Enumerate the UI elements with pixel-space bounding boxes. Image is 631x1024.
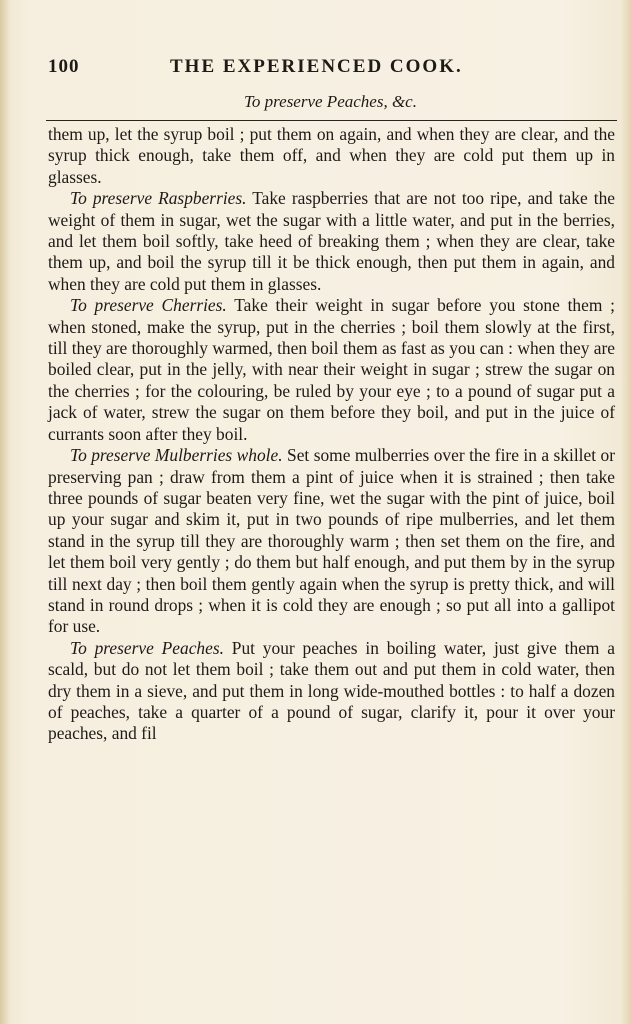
- paragraph-text: them up, let the syrup boil ; put them on again, and when they are clear, and the syrup thick enough, take them off, and when they are cold put them up in glasses.: [48, 124, 615, 187]
- book-title: THE EXPERIENCED COOK.: [170, 56, 463, 77]
- page-number: 100: [48, 56, 80, 77]
- recipe-heading: To preserve Raspberries.: [70, 188, 247, 209]
- recipe-text: Take raspberries that are not too ripe, and take the weight of them in sugar, wet the sugar with a little water, and put in the berries, and let them boil softly, take heed of breaking them ; when they are clear, take them up, and boil the syrup till it be thick enough, then put them in again, and when they are cold put them in glasses.: [48, 188, 615, 294]
- header-rule: [46, 120, 617, 121]
- recipe-heading: To preserve Cherries.: [70, 295, 227, 316]
- recipe-mulberries: [48, 445, 615, 638]
- running-head: [48, 56, 588, 80]
- paragraph-continuation: [48, 124, 615, 188]
- recipe-heading: To preserve Mulberries whole.: [70, 445, 283, 466]
- recipe-cherries: [48, 295, 615, 445]
- page-binding-edge: [0, 0, 10, 1024]
- recipe-heading: To preserve Peaches.: [70, 637, 224, 658]
- recipe-text: Put your peaches in boiling water, just give them a scald, but do not let them boil ; take them out and put them in cold water, then dry them in a sieve, and put them in long wide-mouthed bottles : to half a dozen of peaches, take a quarter of a pound of sugar, clarify it, pour it over your peaches, and fil: [48, 637, 615, 744]
- recipe-peaches: [48, 638, 615, 745]
- page-right-edge: [621, 0, 631, 1024]
- recipe-text: Take their weight in sugar before you stone them ; when stoned, make the syrup, put in the cherries ; boil them slowly at the first, till they are thoroughly warmed, then boil them as fast as you can : when they are boiled clear, put in the jelly, with near their weight in sugar ; strew the sugar on the cherries ; for the colouring, be ruled by your eye ; to a pound of sugar put a jack of water, strew the sugar on them before they boil, and put in the juice of currants soon after they boil.: [48, 295, 615, 444]
- section-subhead: To preserve Peaches, &c.: [244, 92, 417, 111]
- body-text: [48, 124, 615, 745]
- recipe-raspberries: [48, 188, 615, 295]
- recipe-text: Set some mulberries over the fire in a skillet or preserving pan ; draw from them a pint of juice when it is strained ; then take three pounds of sugar beaten very fine, wet the sugar with the pint of juice, boil up your sugar and skim it, put in two pounds of ripe mulberries, and let them stand in the syrup till they are thoroughly warm ; then set them on the fire, and let them boil very gently ; do them but half enough, and put them by in the syrup till next day ; then boil them gently again when the syrup is pretty thick, and will stand in round drops ; when it is cold they are enough ; so put all into a gallipot for use.: [48, 445, 616, 637]
